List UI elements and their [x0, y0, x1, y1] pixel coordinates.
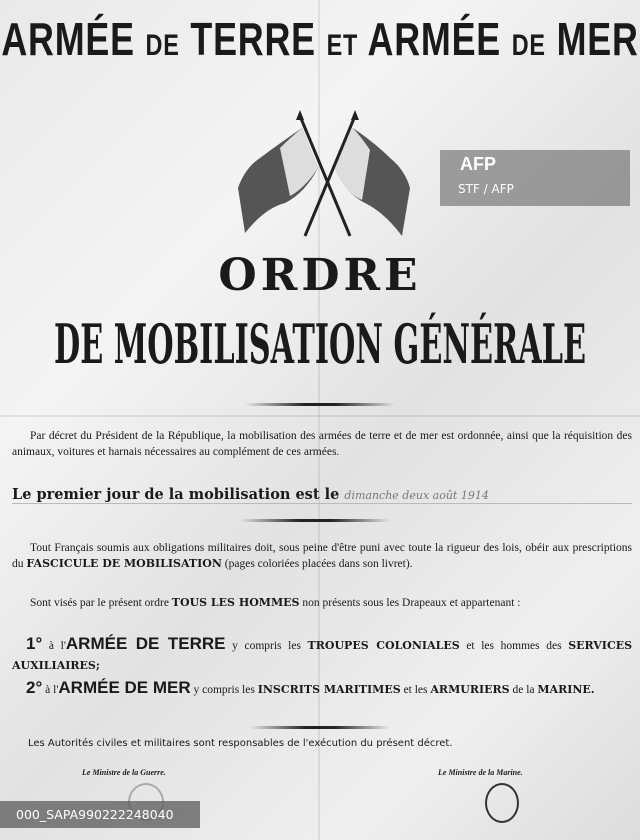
paragraph-decree: Par décret du Président de la République, la mobilisation des armées de terre et de mer est ordonnée, ainsi que la réquisition des animaux, voitures et harnais nécessaires au complément de ces armées. [12, 430, 632, 458]
ornament-divider [240, 519, 390, 522]
afp-watermark [440, 150, 630, 206]
first-day-line: Le premier jour de la mobilisation est le dimanche deux août 1914 [12, 484, 632, 504]
item-army-sea: 2° à l'ARMÉE DE MER y compris les INSCRITS MARITIMES et les ARMURIERS de la MARINE. [26, 678, 595, 697]
paper-fold [0, 415, 640, 417]
paragraph-concerned: Sont visés par le présent ordre TOUS LES HOMMES non présents sous les Drapeaux et appartenant : [30, 596, 521, 609]
ornament-divider [250, 726, 390, 729]
crossed-flags-icon [230, 108, 415, 243]
minister-navy-signature: Le Ministre de la Marine. [438, 768, 523, 777]
minister-war-signature: Le Ministre de la Guerre. [82, 768, 166, 777]
heading-ordre: ORDRE [218, 250, 422, 301]
image-id-label: 000_SAPA990222248040 [0, 801, 200, 828]
photo-credit: STF / AFP [458, 182, 514, 196]
afp-logo: AFP [460, 154, 496, 174]
ornament-divider [245, 403, 395, 406]
poster-title: ARMÉE DE TERRE ET ARMÉE DE MER [1, 13, 639, 65]
navy-ministry-seal-icon [485, 783, 519, 823]
closing-statement: Les Autorités civiles et militaires sont responsables de l'exécution du présent décret. [28, 738, 453, 749]
item-army-land: 1° à l'ARMÉE DE TERRE y compris les TROUPES COLONIALES et les hommes des SERVICES AUXILIAIRES; [12, 634, 633, 672]
paragraph-obligations: Tout Français soumis aux obligations militaires doit, sous peine d'être puni avec toute la rigueur des lois, obéir aux prescriptions du FASCICULE DE MOBILISATION (pages coloriées placées dans son livret). [12, 542, 632, 570]
heading-mobilisation: DE MOBILISATION GÉNÉRALE [53, 312, 587, 376]
